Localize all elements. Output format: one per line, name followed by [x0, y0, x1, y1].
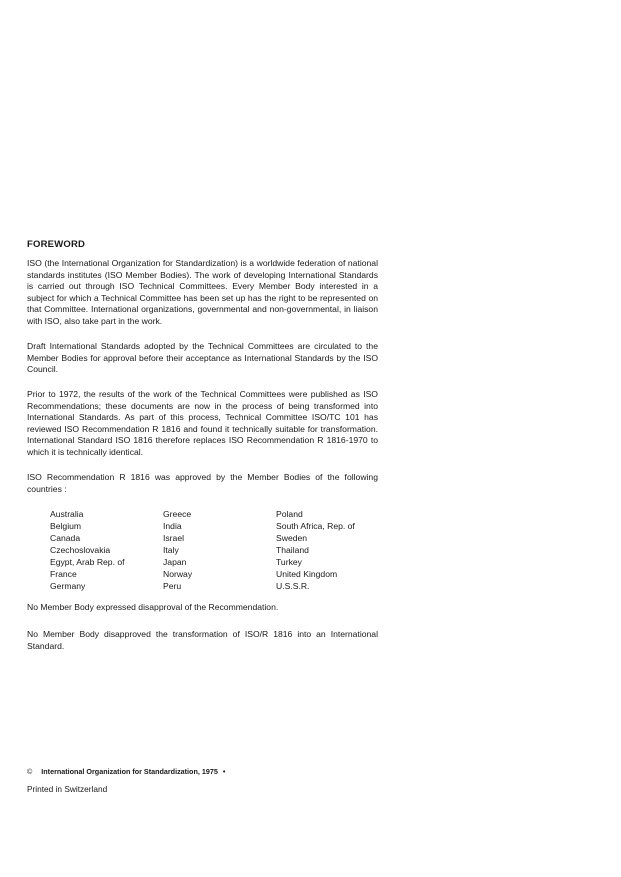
printed-in-label: Printed in Switzerland: [27, 784, 108, 794]
country-item: Australia: [50, 509, 84, 519]
country-item: India: [163, 521, 182, 531]
paragraph-draft-standards: Draft International Standards adopted by the Technical Committees are circulated to the Member Bodies for approval before their acceptance as International Standards by the ISO Council.: [27, 341, 378, 375]
country-item: Greece: [163, 509, 192, 519]
country-item: U.S.S.R.: [276, 581, 310, 591]
paragraph-iso-intro: ISO (the International Organization for Standardization) is a worldwide federation of national standards institutes (ISO Member Bodies). The work of developing International Standards is carried out through ISO Technical Committees. Every Member Body interested in a subject for which a Technical Committee has been set up has the right to be represented on that Committee. International organizations, governmental and non-governmental, in liaison with ISO, also take part in the work.: [27, 258, 378, 326]
copyright-text: International Organization for Standardization, 1975: [41, 767, 218, 776]
country-column-2: [163, 508, 192, 592]
country-item: Italy: [163, 545, 179, 555]
country-item: United Kingdom: [276, 569, 338, 579]
country-item: Belgium: [50, 521, 82, 531]
paragraph-no-disapproval: No Member Body expressed disapproval of the Recommendation.: [27, 602, 279, 612]
country-column-1: [50, 508, 125, 592]
paragraph-transformation: No Member Body disapproved the transformation of ISO/R 1816 into an International Standard.: [27, 629, 378, 651]
copyright-symbol: ©: [27, 767, 33, 776]
country-item: Poland: [276, 509, 303, 519]
country-item: Norway: [163, 569, 193, 579]
country-item: Czechoslovakia: [50, 545, 111, 555]
country-item: Israel: [163, 533, 185, 543]
country-item: Canada: [50, 533, 81, 543]
country-item: Germany: [50, 581, 86, 591]
country-item: Sweden: [276, 533, 308, 543]
country-item: South Africa, Rep. of: [276, 521, 355, 531]
paragraph-history: Prior to 1972, the results of the work of the Technical Committees were published as ISO Recommendations; these documents are now in the process of being transformed into International Standards. As part of this process, Technical Committee ISO/TC 101 has reviewed ISO Recommendation R 1816 and found it technically suitable for transformation. International Standard ISO 1816 therefore replaces ISO Recommendation R 1816-1970 to which it is technically identical.: [27, 389, 378, 457]
country-item: France: [50, 569, 77, 579]
country-item: Turkey: [276, 557, 302, 567]
copyright-line: [27, 767, 225, 776]
paragraph-approval: ISO Recommendation R 1816 was approved by the Member Bodies of the following countries :: [27, 472, 378, 494]
country-column-3: [276, 508, 355, 592]
country-item: Peru: [163, 581, 182, 591]
foreword-heading: FOREWORD: [27, 239, 86, 250]
country-item: Japan: [163, 557, 187, 567]
country-item: Thailand: [276, 545, 309, 555]
bullet-mark: •: [222, 767, 226, 776]
country-item: Egypt, Arab Rep. of: [50, 557, 125, 567]
